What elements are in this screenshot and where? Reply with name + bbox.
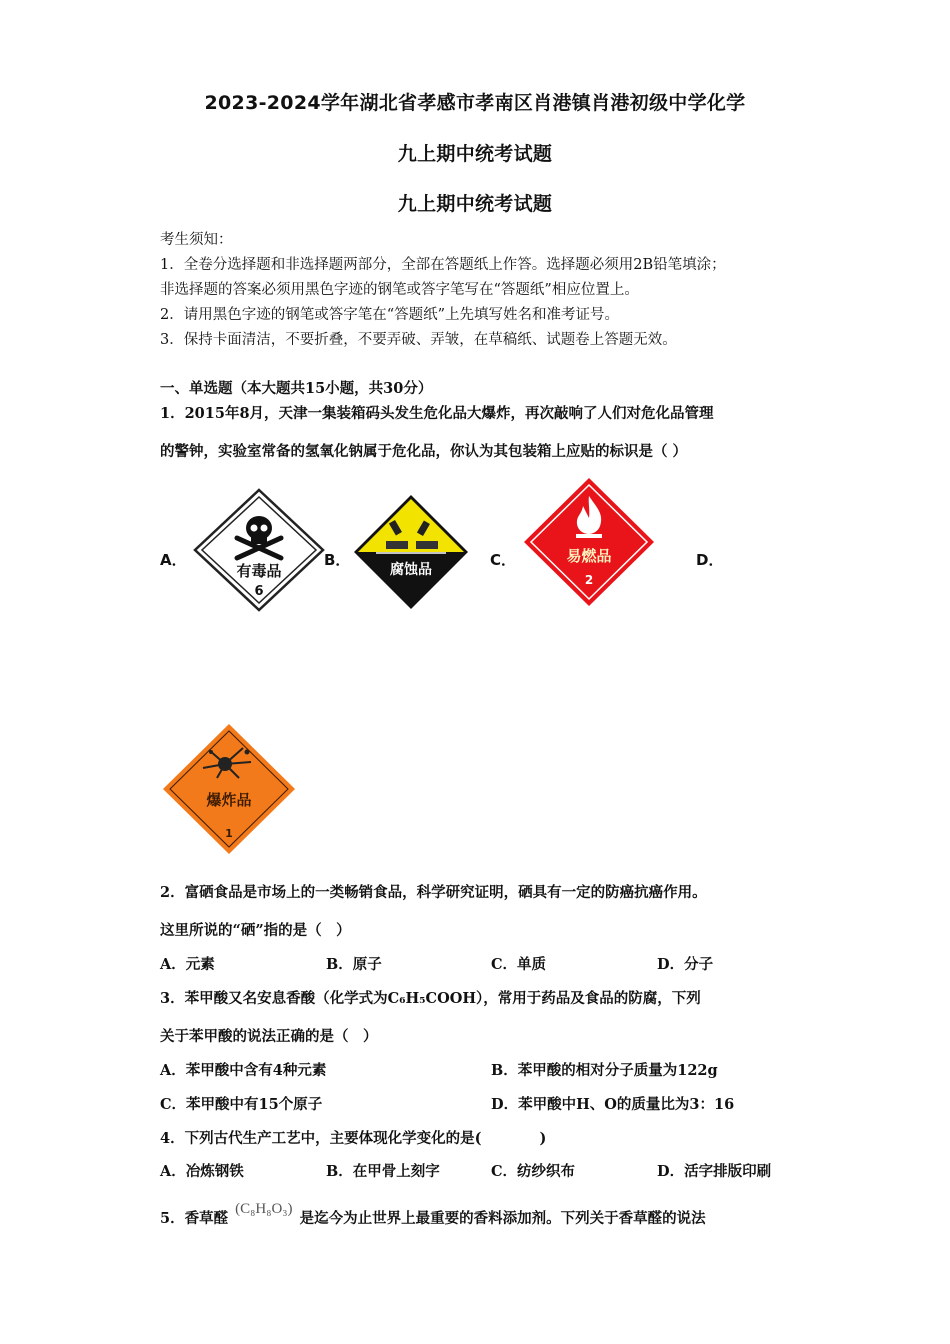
notice-item-1b: 非选择题的答案必须用黑色字迹的钢笔或答字笔写在“答题纸”相应位置上。: [160, 282, 639, 298]
q4-option-d: D．活字排版印刷: [657, 1163, 772, 1180]
q5-formula: (C₈H₈O₃): [235, 1201, 293, 1217]
toxic-sign-number: 6: [254, 584, 264, 599]
explosive-sign-number: 1: [225, 827, 233, 840]
q2-option-b: B．原子: [326, 956, 382, 973]
page-subtitle: 九上期中统考试题: [397, 143, 553, 165]
q3-option-c: C．苯甲酸中有15个原子: [160, 1096, 323, 1113]
section-heading: 一、单选题（本大题共15小题，共30分）: [160, 380, 433, 397]
question-3-line-2: 关于苯甲酸的说法正确的是（ ）: [160, 1028, 378, 1045]
option-b-label: B．: [324, 551, 351, 569]
toxic-sign-text: 有毒品: [236, 562, 282, 580]
flammable-sign-text: 易燃品: [566, 547, 612, 565]
page-subtitle-repeat: 九上期中统考试题: [397, 193, 553, 215]
toxic-sign-icon: [193, 488, 325, 612]
question-1-line-2: 的警钟，实验室常备的氢氧化钠属于危化品，你认为其包装箱上应贴的标识是（ ）: [160, 443, 688, 460]
notice-item-3: 3．保持卡面清洁，不要折叠，不要弄破、弄皱，在草稿纸、试题卷上答题无效。: [160, 332, 677, 348]
corrosive-sign-text: 腐蚀品: [390, 562, 432, 578]
page-title: 2023-2024学年湖北省孝感市孝南区肖港镇肖港初级中学化学: [204, 92, 746, 114]
q4-option-b: B．在甲骨上刻字: [326, 1163, 440, 1180]
explosive-sign-text: 爆炸品: [206, 791, 252, 809]
question-1-line-1: 1．2015年8月，天津一集装箱码头发生危化品大爆炸，再次敲响了人们对危化品管理: [160, 405, 714, 422]
question-3-line-1: 3．苯甲酸又名安息香酸（化学式为C₆H₅COOH），常用于药品及食品的防腐，下列: [160, 990, 701, 1007]
explosive-sign-icon: [161, 722, 297, 856]
q2-option-a: A．元素: [160, 956, 215, 973]
notice-item-2: 2．请用黑色字迹的钢笔或答字笔在“答题纸”上先填写姓名和准考证号。: [160, 307, 620, 323]
question-2-line-1: 2．富硒食品是市场上的一类畅销食品，科学研究证明，硒具有一定的防癌抗癌作用。: [160, 884, 707, 901]
q3-option-d: D．苯甲酸中H、O的质量比为3：16: [491, 1096, 735, 1113]
option-d-label: D．: [696, 551, 724, 569]
q4-option-a: A．冶炼钢铁: [160, 1163, 244, 1180]
q4-option-c: C．纺纱织布: [491, 1163, 576, 1180]
question-2-line-2: 这里所说的“硒”指的是（ ）: [160, 922, 351, 939]
flammable-sign-icon: [522, 476, 656, 608]
q2-option-c: C．单质: [491, 956, 547, 973]
question-5-line-1: [160, 1201, 706, 1228]
q5-suffix: 是迄今为止世界上最重要的香料添加剂。下列关于香草醛的说法: [299, 1210, 706, 1227]
q2-option-d: D．分子: [657, 956, 714, 973]
question-4-line-1: 4．下列古代生产工艺中，主要体现化学变化的是( ): [160, 1130, 547, 1147]
corrosive-sign-icon: [352, 493, 470, 611]
q3-option-b: B．苯甲酸的相对分子质量为122g: [491, 1062, 718, 1079]
notice-heading: 考生须知：: [160, 232, 233, 248]
notice-item-1a: 1．全卷分选择题和非选择题两部分，全部在答题纸上作答。选择题必须用2B铅笔填涂；: [160, 257, 726, 273]
flammable-sign-number: 2: [584, 573, 594, 587]
option-a-label: A．: [160, 551, 187, 569]
q5-prefix: 5．香草醛: [160, 1210, 229, 1227]
q3-option-a: A．苯甲酸中含有4种元素: [160, 1062, 327, 1079]
option-c-label: C．: [490, 551, 517, 569]
